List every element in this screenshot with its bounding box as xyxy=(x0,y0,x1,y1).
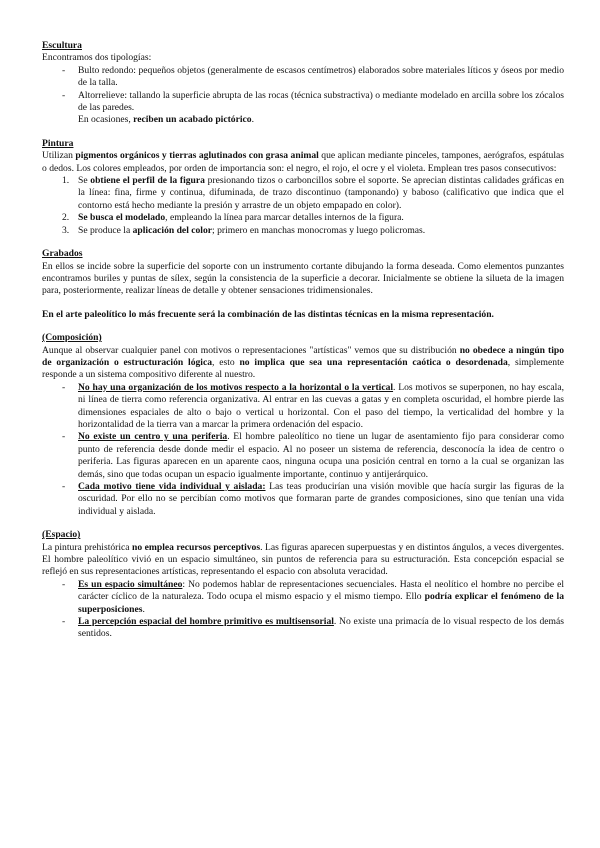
text-run: que aplican mediante pinceles, tampones, aerógrafos, espátulas o dedos. Los colores empleados, por orden de importancia son: el negro, el rojo, el ocre y el violeta. Emplean tres pasos consecutivos: xyxy=(42,150,564,174)
text-run: . No existe una primacía de lo visual respecto de los demás sentidos. xyxy=(78,616,565,640)
bold-text: aplicación del color xyxy=(132,224,213,236)
text-run: Utilizan xyxy=(42,150,76,162)
text-run: La pintura prehistórica xyxy=(42,541,133,553)
bold-text: no implica que sea una representación caótica o desordenada xyxy=(239,356,508,368)
text-run: ; primero en manchas monocromas y luego policromas. xyxy=(212,224,426,236)
bold-text: Es un espacio simultáneo xyxy=(78,578,183,590)
text-run: Las teas producirían una visión movible que hacía surgir las figuras de la oscuridad. Por ello no se percibían como motivos que formaran parte de grandes composiciones, sino que tenían una vida individual y aislada. xyxy=(78,481,564,517)
text-run: , empleando la línea para marcar detalles internos de la figura. xyxy=(165,212,404,224)
bold-text: obtiene el perfil de la figura xyxy=(90,175,205,187)
text-run: . Las figuras aparecen superpuestas y en distintos ángulos, a veces divergentes. El hombre paleolítico vivió en un espacio simultáneo, sin puntos de referencia para su estructuración. Esta concepción espacial se reflejó en sus representaciones artísticas, representando el espacio con absoluta veracidad. xyxy=(42,541,565,578)
list-item: - Bulto redondo: pequeños objetos (generalmente de escasos centímetros) elaborados sobre materiales líticos y óseos por medio de la talla. xyxy=(62,65,564,90)
list-item xyxy=(62,579,564,616)
bold-text: reciben un acabado pictórico xyxy=(133,114,252,126)
text-run: . xyxy=(142,603,145,615)
text-run: , esto xyxy=(212,356,240,368)
heading-grabados: Grabados xyxy=(42,248,83,260)
bold-text: No existe un centro y una periferia xyxy=(78,431,228,443)
list-item xyxy=(62,175,564,212)
text-run: Aunque al observar cualquier panel con motivos o representaciones "artísticas" vemos que su distribución xyxy=(42,344,460,356)
bold-text: La percepción espacial del hombre primitivo es multisensorial xyxy=(78,616,334,628)
list-item xyxy=(62,114,564,126)
bold-text: Cada motivo tiene vida individual y aislada: xyxy=(78,481,266,492)
bold-text: No hay una organización de los motivos respecto a la horizontal o la vertical xyxy=(78,381,394,393)
item-number: 3. xyxy=(62,224,70,236)
section-conclusion xyxy=(42,309,564,321)
section-pintura xyxy=(42,138,564,237)
section-espacio xyxy=(42,529,564,641)
list-item xyxy=(62,382,564,432)
heading-pintura: Pintura xyxy=(42,137,74,149)
text-run: En ocasiones, xyxy=(78,114,134,126)
text-run: Se produce la xyxy=(78,224,133,236)
grabados-paragraph: En ellos se incide sobre la superficie del soporte con un instrumento cortante dibujando la forma deseada. Como elementos punzantes encontramos buriles y puntas de sílex, según la consistencia de la superficie a decorar. Inicialmente se obtiene la silueta de la imagen para, posteriormente, realizar líneas de detalle y obtener sensaciones tridimensionales. xyxy=(42,260,564,297)
text-run: presionando tizos o carboncillos sobre el soporte. Se aprecian distintas calidades gráficas en la línea: fina, firme y continua, difuminada, de trazo discontinuo (tamponando) y baboso (calificativo que indica que el contorno está hecho mediante la presión y arrastre de un objeto empapado en color). xyxy=(78,175,564,211)
list-item xyxy=(62,225,564,237)
heading-composicion: (Composición) xyxy=(42,332,102,344)
espacio-list xyxy=(42,579,564,641)
item-number: 2. xyxy=(62,212,70,224)
section-composicion xyxy=(42,332,564,518)
bold-text: no emplea recursos perceptivos xyxy=(132,541,261,553)
text-run: Se xyxy=(78,175,91,187)
bold-text: podría explicar el fenómeno de la superposiciones xyxy=(78,591,564,615)
list-item: - Altorrelieve: tallando la superficie abrupta de las rocas (técnica substractiva) o mediante modelado en arcilla sobre los zócalos de las paredes. xyxy=(62,90,564,115)
item-number: 1. xyxy=(62,175,70,187)
text-run: , simplemente responde a un sistema compositivo diferente al nuestro. xyxy=(42,356,564,381)
heading-espacio: (Espacio) xyxy=(42,529,81,541)
conclusion-paragraph: En el arte paleolítico lo más frecuente será la combinación de las distintas técnicas en la misma representación. xyxy=(42,308,494,320)
text-run: . Los motivos se superponen, no hay escala, ni línea de tierra como referencia organizativa. Al entrar en las cuevas a gatas y en completa oscuridad, el hombre pierde las dimensiones espaciales de alto o bajo o vertical u horizontal. Con el paso del tiempo, la verticalidad del hombre y la horizontalidad de la tierra van a marcar la primera ordenación del espacio. xyxy=(78,381,565,430)
section-escultura xyxy=(42,40,564,127)
bold-text: no obedece a ningún tipo de organización o estructuración lógica xyxy=(42,344,564,368)
bold-text: pigmentos orgánicos y tierras aglutinados con grasa animal xyxy=(75,150,319,162)
text-run: . El hombre paleolítico no tiene un lugar de asentamiento fijo para considerar como punto de referencia desde donde medir el espacio. Al no poseer un sistema de referencia, desconocía la idea de centro o periferia. Las figuras aparecen en un aparente caos, ninguna ocupa una posición central en torno a la cual se organizan las demás, sino que todas ocupan un espacio igualmente importante, continuo y antijerárquico. xyxy=(78,431,565,480)
bold-text: Se busca el modelado xyxy=(78,212,166,224)
list-item xyxy=(62,212,564,224)
espacio-paragraph xyxy=(42,542,564,579)
section-grabados xyxy=(42,248,564,298)
list-item xyxy=(62,481,564,518)
text-run: : No podemos hablar de representaciones secuenciales. Hasta el neolítico el hombre no percibe el carácter cíclico de la naturaleza. Todo ocupa el mismo espacio y el mismo tiempo. Ello xyxy=(78,578,564,603)
escultura-list xyxy=(42,65,564,127)
composicion-list xyxy=(42,382,564,518)
escultura-intro: Encontramos dos tipologías: xyxy=(42,52,152,64)
list-item xyxy=(62,616,564,641)
pintura-steps xyxy=(42,175,564,237)
composicion-paragraph xyxy=(42,345,564,382)
list-item xyxy=(62,431,564,481)
heading-escultura: Escultura xyxy=(42,40,82,51)
text-run: . xyxy=(251,114,254,126)
pintura-paragraph xyxy=(42,150,564,175)
